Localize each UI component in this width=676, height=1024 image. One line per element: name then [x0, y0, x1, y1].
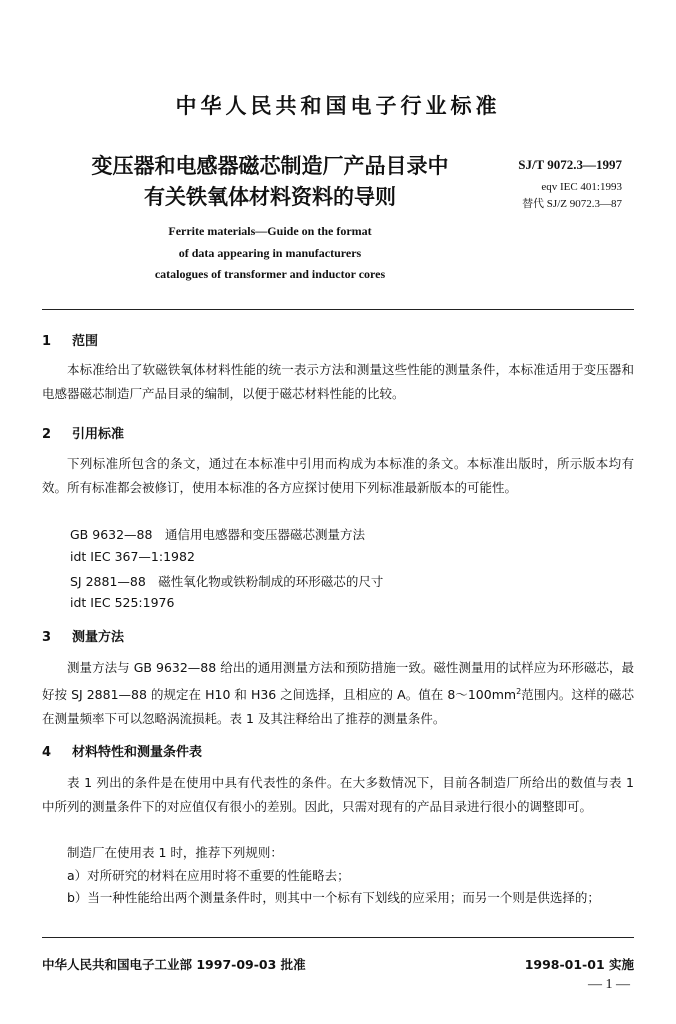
section-title: 引用标准	[72, 427, 125, 442]
bottom-divider	[42, 937, 634, 938]
section-title: 测量方法	[72, 630, 125, 645]
section-1-paragraph: 本标准给出了软磁铁氧体材料性能的统一表示方法和测量这些性能的测量条件，本标准适用于变压器和电感器磁芯制造厂产品目录的编制，以便于磁芯材料性能的比较。	[42, 362, 634, 401]
section-3-text-part-1: 测量方法与 GB 9632—88 给出的通用测量方法和预防措施一致。磁性测量用的试样应为环形磁芯，最好按 SJ 2881—88 的规定在 H10 和 H36 之间选择，且相应的 A。值在 8～100mm	[42, 660, 634, 703]
section-3-text-part-2: 范围内。这样的磁芯在测量频率下可以忽略涡流损耗。表 1 及其注释给出了推荐的测量条件。	[42, 687, 634, 727]
section-3-heading	[42, 626, 124, 645]
section-1-heading	[42, 330, 98, 349]
title-line-1: 变压器和电感器磁芯制造厂产品目录中	[91, 154, 449, 178]
section-number: 2	[42, 427, 52, 442]
title-line-2: 有关铁氧体材料资料的导则	[144, 185, 396, 209]
replaced-standard: 替代 SJ/Z 9072.3—87	[522, 198, 622, 210]
english-title-line-1: Ferrite materials—Guide on the format	[168, 224, 372, 238]
section-number: 1	[42, 334, 52, 349]
section-number: 4	[42, 745, 52, 760]
section-4-heading	[42, 741, 202, 760]
rule-item-b: b）当一种性能给出两个测量条件时，则其中一个标有下划线的应采用；而另一个则是供选择的；	[67, 890, 600, 905]
section-2-paragraph: 下列标准所包含的条文，通过在本标准中引用而构成为本标准的条文。本标准出版时，所示版本均有效。所有标准都会被修订，使用本标准的各方应探讨使用下列标准最新版本的可能性。	[42, 456, 634, 495]
rules-intro: 制造厂在使用表 1 时，推荐下列规则：	[67, 845, 283, 860]
section-title: 材料特性和测量条件表	[72, 745, 203, 760]
rule-item-a: a）对所研究的材料在应用时将不重要的性能略去；	[67, 868, 350, 883]
english-title-line-2: of data appearing in manufacturers	[178, 246, 362, 260]
implementation-date: 1998-01-01 实施	[524, 957, 634, 972]
standard-org-header: 中华人民共和国电子行业标准	[175, 94, 501, 118]
section-3-paragraph	[42, 656, 634, 731]
reference-item: idt IEC 525:1976	[70, 595, 175, 610]
reference-item: GB 9632—88 通信用电感器和变压器磁芯测量方法	[70, 527, 365, 542]
equivalent-standard: eqv IEC 401:1993	[541, 181, 622, 193]
english-title-line-3: catalogues of transformer and inductor cores	[154, 267, 386, 281]
section-4-paragraph: 表 1 列出的条件是在使用中具有代表性的条件。在大多数情况下，目前各制造厂所给出的数值与表 1 中所列的测量条件下的对应值仅有很小的差别。因此，只需对现有的产品目录进行很小的调整即可。	[42, 775, 634, 814]
section-2-heading	[42, 423, 124, 442]
section-title: 范围	[72, 334, 99, 349]
standard-code: SJ/T 9072.3—1997	[518, 157, 622, 172]
reference-item: idt IEC 367—1:1982	[70, 549, 195, 564]
superscript: 2	[516, 687, 522, 696]
section-number: 3	[42, 630, 52, 645]
top-divider	[42, 309, 634, 310]
approval-line: 中华人民共和国电子工业部 1997-09-03 批准	[42, 957, 306, 972]
reference-item: SJ 2881—88 磁性氧化物或铁粉制成的环形磁芯的尺寸	[70, 574, 384, 589]
page-number: — 1 —	[588, 977, 630, 992]
